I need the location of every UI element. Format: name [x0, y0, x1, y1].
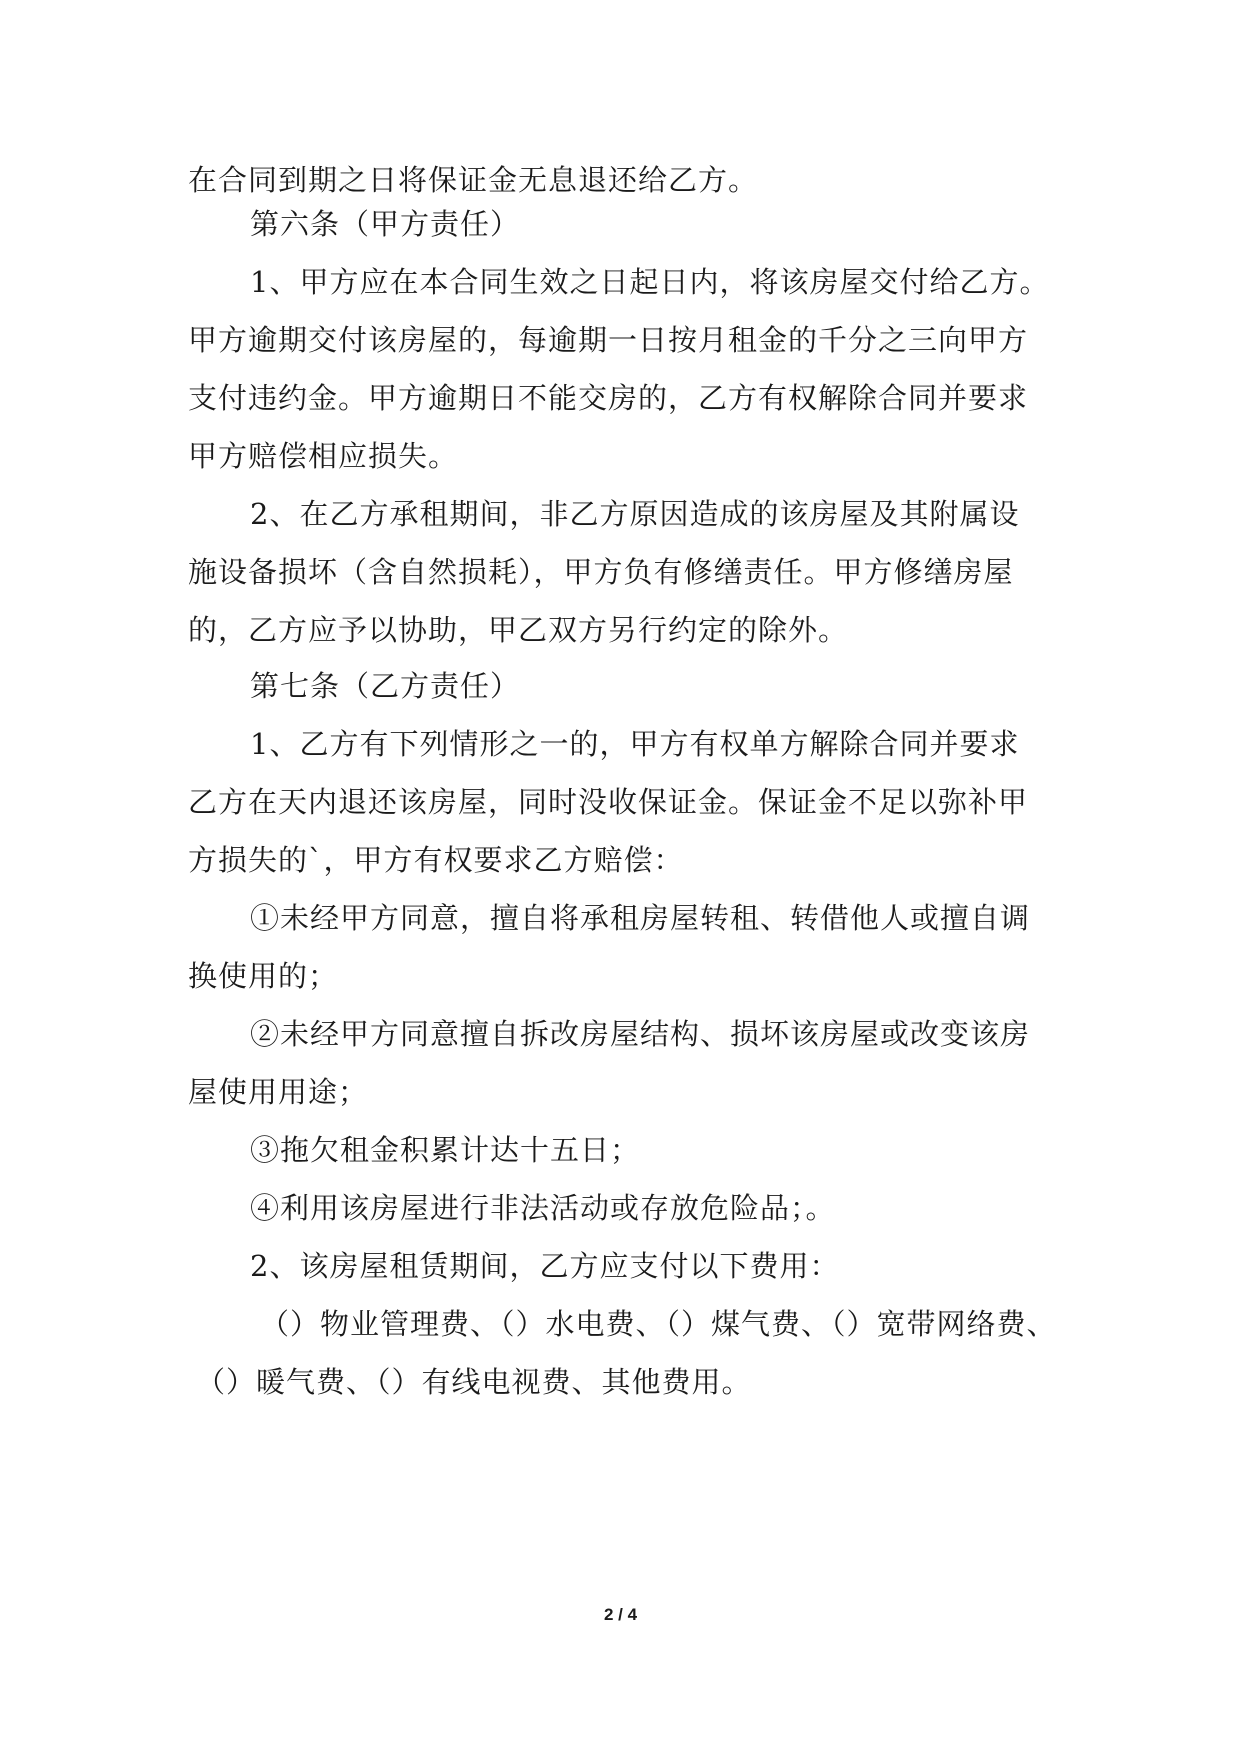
- text-line: 1、乙方有下列情形之一的，甲方有权单方解除合同并要求: [250, 727, 1020, 761]
- section-heading-article-7: 第七条（乙方责任）: [250, 669, 521, 703]
- text-line: 方损失的`，甲方有权要求乙方赔偿：: [188, 843, 684, 877]
- text-line: 甲方赔偿相应损失。: [188, 439, 459, 473]
- text-line: 乙方在天内退还该房屋，同时没收保证金。保证金不足以弥补甲: [188, 785, 1029, 819]
- text-line: 施设备损坏（含自然损耗），甲方负有修缮责任。甲方修缮房屋: [188, 555, 1014, 589]
- text-line: 2、在乙方承租期间，非乙方原因造成的该房屋及其附属设: [250, 497, 1020, 531]
- page-number: 2 / 4: [603, 1605, 638, 1624]
- list-item-1: ①未经甲方同意，擅自将承租房屋转租、转借他人或擅自调: [250, 901, 1031, 935]
- list-item-3: ③拖欠租金积累计达十五日；: [250, 1133, 641, 1167]
- text-line: 1、甲方应在本合同生效之日起日内，将该房屋交付给乙方。: [250, 265, 1050, 299]
- fee-options-line: （）暖气费、（）有线电视费、其他费用。: [196, 1365, 752, 1399]
- section-heading-article-6: 第六条（甲方责任）: [250, 207, 521, 241]
- fee-options-line: （）物业管理费、（）水电费、（）煤气费、（）宽带网络费、: [260, 1307, 1057, 1341]
- text-line: 支付违约金。甲方逾期日不能交房的，乙方有权解除合同并要求: [188, 381, 1029, 415]
- text-line: 2、该房屋租赁期间，乙方应支付以下费用：: [250, 1249, 840, 1283]
- text-line: 屋使用用途；: [188, 1075, 369, 1109]
- list-item-4: ④利用该房屋进行非法活动或存放危险品；。: [250, 1191, 836, 1225]
- text-line: 换使用的；: [188, 959, 339, 993]
- text-line: 的，乙方应予以协助，甲乙双方另行约定的除外。: [188, 613, 849, 647]
- text-line: 在合同到期之日将保证金无息退还给乙方。: [188, 163, 759, 197]
- text-line: 甲方逾期交付该房屋的，每逾期一日按月租金的千分之三向甲方: [188, 323, 1029, 357]
- list-item-2: ②未经甲方同意擅自拆改房屋结构、损坏该房屋或改变该房: [250, 1017, 1031, 1051]
